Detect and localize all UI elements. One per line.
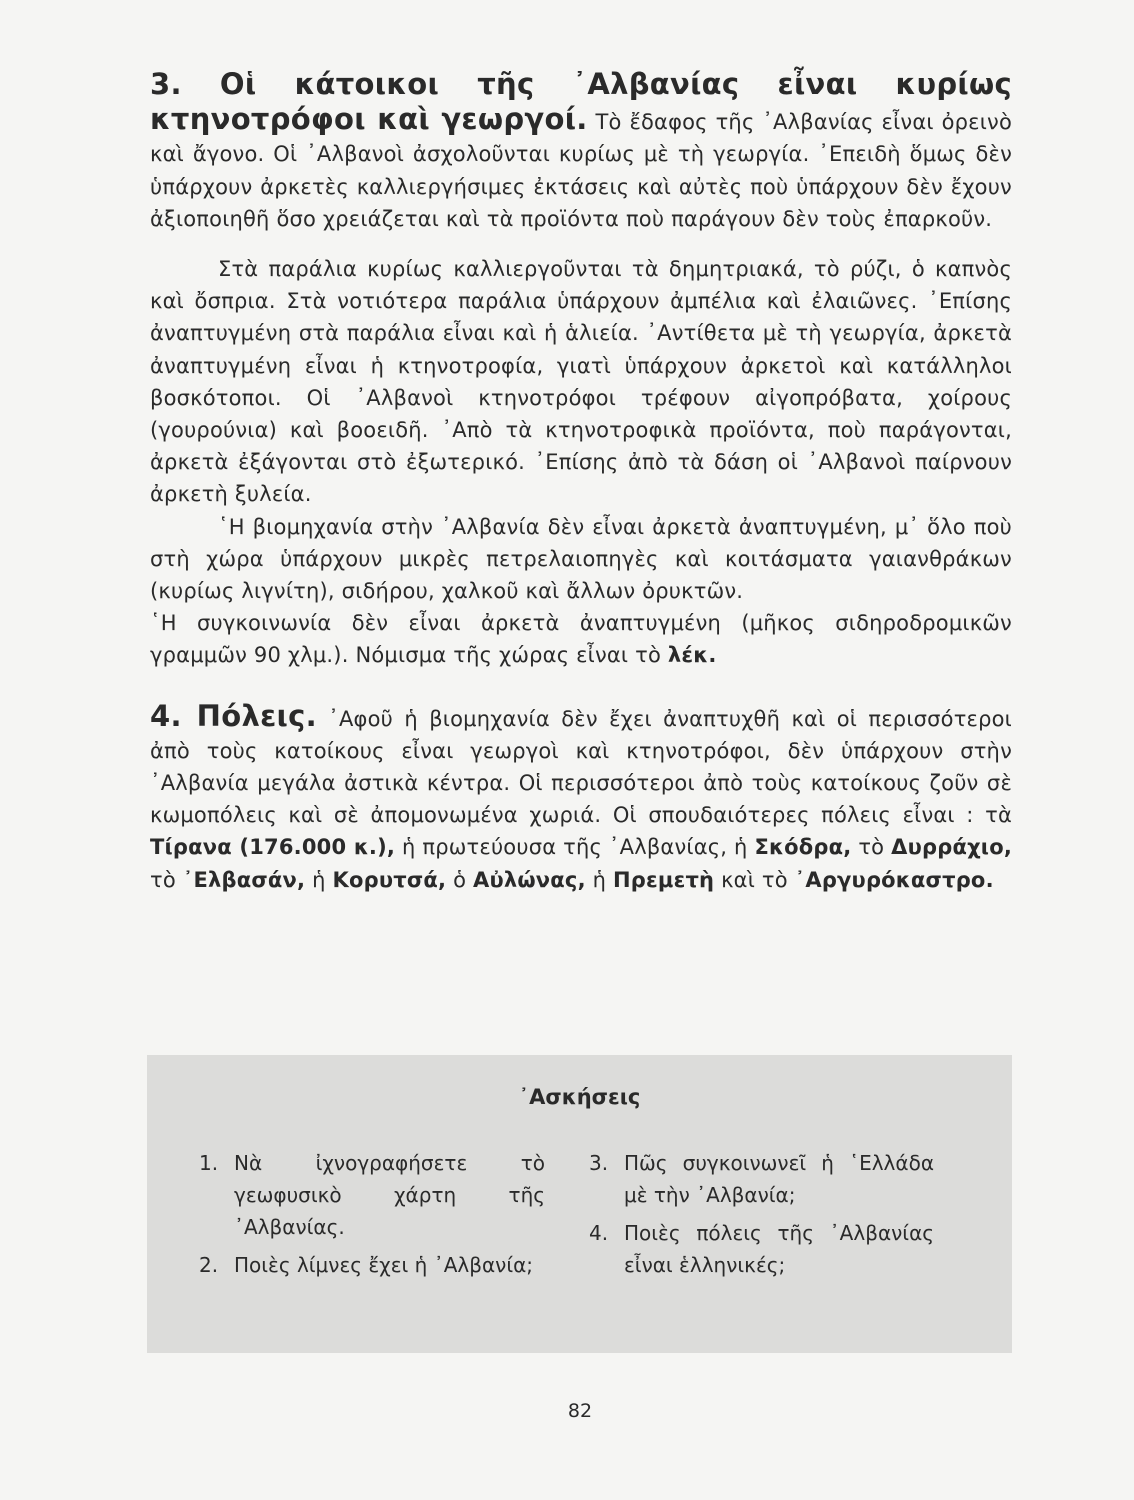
section-4-heading: 4. Πόλεις. (150, 698, 317, 733)
city-durres: Δυρράχιο, (891, 835, 1012, 860)
exercise-text: Νὰ ἰχνογραφήσετε τὸ γεωφυσικὸ χάρτη τῆς ᾿Αλβανίας. (234, 1151, 545, 1239)
agriculture-paragraph: Στὰ παράλια κυρίως καλλιεργοῦνται τὰ δημητριακά, τὸ ρύζι, ὁ καπνὸς καὶ ὄσπρια. Στὰ νοτιότερα παράλια ὑπάρχουν ἀμπέλια καὶ ἐλαιῶνες. ᾿Επίσης ἀναπτυγμένη στὰ παράλια εἶναι καὶ ἡ ἁλιεία. ᾿Αντίθετα μὲ τὴ γεωργία, ἀρκετὰ ἀναπτυγμένη εἶναι ἡ κτηνοτροφία, γιατὶ ὑπάρχουν ἀρκετοὶ καὶ κατάλληλοι βοσκότοποι. Οἱ ᾿Αλβανοὶ κτηνοτρόφοι τρέφουν αἰγοπρόβατα, χοίρους (γουρούνια) καὶ βοοειδῆ. ᾿Απὸ τὰ κτηνοτροφικὰ προϊόντα, ποὺ παράγονται, ἀρκετὰ ἐξάγονται στὸ ἐξωτερικό. ᾿Επίσης ἀπὸ τὰ δάση οἱ ᾿Αλβανοὶ παίρνουν ἀρκετὴ ξυλεία. (150, 257, 1012, 507)
text-fragment: ὁ (446, 867, 474, 892)
exercise-item (589, 1217, 934, 1281)
text-fragment: ἡ (585, 867, 614, 892)
city-gjirokaster: ᾿Αργυρόκαστρο. (794, 867, 994, 892)
city-korce: Κορυτσά, (332, 867, 447, 892)
section-4-paragraph (150, 700, 1012, 896)
page-body (150, 68, 1012, 896)
transport-text: ῾Η συγκοινωνία δὲν εἶναι ἀρκετὰ ἀναπτυγμένη (μῆκος σιδηροδρομικῶν γραμμῶν 90 χλμ.). Νόμισμα τῆς χώρας εἶναι τὸ (150, 611, 1012, 668)
page-number: 82 (567, 1400, 593, 1422)
section-3-paragraph (150, 68, 1012, 235)
city-elbasan: ᾿Ελβασάν, (182, 867, 306, 892)
exercises-box (147, 1055, 1012, 1353)
city-vlore: Αὐλώνας, (473, 867, 586, 892)
section-3-heading: 3. Οἱ κάτοικοι τῆς ᾿Αλβανίας εἶναι κυρίως κτηνοτρόφοι καὶ γεωργοί. (150, 67, 1012, 137)
section-4-intro: ᾿Αφοῦ ἡ βιομηχανία δὲν ἔχει ἀναπτυχθῆ καὶ οἱ περισσότεροι ἀπὸ τοὺς κατοίκους εἶναι γεωργοὶ καὶ κτηνοτρόφοι, δὲν ὑπάρχουν στὴν ᾿Αλβανία μεγάλα ἀστικὰ κέντρα. Οἱ περισσότεροι ἀπὸ τοὺς κατοίκους ζοῦν σὲ κωμοπόλεις καὶ σὲ ἀπομονωμένα χωριά. Οἱ σπουδαιότερες πόλεις εἶναι : τὰ (150, 706, 1012, 828)
exercise-text: Πῶς συγκοινωνεῖ ἡ ῾Ελλάδα μὲ τὴν ᾿Αλβανία; (624, 1151, 934, 1207)
exercises-title: ᾿Ασκήσεις (518, 1085, 641, 1109)
section-3-intro: Τὸ ἔδαφος τῆς ᾿Αλβανίας εἶναι ὀρεινὸ καὶ ἄγονο. Οἱ ᾿Αλβανοὶ ἀσχολοῦνται κυρίως μὲ τὴ γεωργία. ᾿Επειδὴ ὅμως δὲν ὑπάρχουν ἀρκετὲς καλλιεργήσιμες ἐκτάσεις καὶ αὐτὲς ποὺ ὑπάρχουν δὲν ἔχουν ἀξιοποιηθῆ ὅσο χρειάζεται καὶ τὰ προϊόντα ποὺ παράγουν δὲν τοὺς ἐπαρκοῦν. (150, 110, 1012, 231)
exercise-number: 1. (199, 1151, 219, 1175)
exercises-right-column (589, 1147, 934, 1287)
text-fragment: ἡ (305, 867, 333, 892)
text-fragment: τὸ (150, 867, 183, 892)
exercise-number: 4. (589, 1221, 609, 1245)
exercise-item (199, 1249, 545, 1281)
currency-name: λέκ. (667, 643, 717, 668)
exercise-number: 2. (199, 1253, 219, 1277)
exercise-text: Ποιὲς λίμνες ἔχει ἡ ᾿Αλβανία; (234, 1253, 534, 1277)
transport-paragraph (150, 607, 1012, 671)
exercise-number: 3. (589, 1151, 609, 1175)
industry-paragraph: ῾Η βιομηχανία στὴν ᾿Αλβανία δὲν εἶναι ἀρκετὰ ἀναπτυγμένη, μ᾿ ὅλο ποὺ στὴ χώρα ὑπάρχουν μικρὲς πετρελαιοπηγὲς καὶ κοιτάσματα γαιανθράκων (κυρίως λιγνίτη), σιδήρου, χαλκοῦ καὶ ἄλλων ὀρυκτῶν. (150, 514, 1012, 604)
city-tirana: Τίρανα (176.000 κ.), (150, 835, 396, 860)
exercise-item (199, 1147, 545, 1243)
text-fragment: καὶ τὸ (714, 867, 795, 892)
text-fragment: ἡ πρωτεύουσα τῆς ᾿Αλβανίας, ἡ (395, 835, 755, 860)
exercise-text: Ποιὲς πόλεις τῆς ᾿Αλβανίας εἶναι ἑλληνικές; (624, 1221, 934, 1277)
exercise-item (589, 1147, 934, 1211)
text-fragment: τὸ (851, 835, 892, 860)
city-permet: Πρεμετὴ (613, 867, 715, 892)
exercises-left-column (199, 1147, 545, 1287)
city-shkoder: Σκόδρα, (754, 835, 852, 860)
